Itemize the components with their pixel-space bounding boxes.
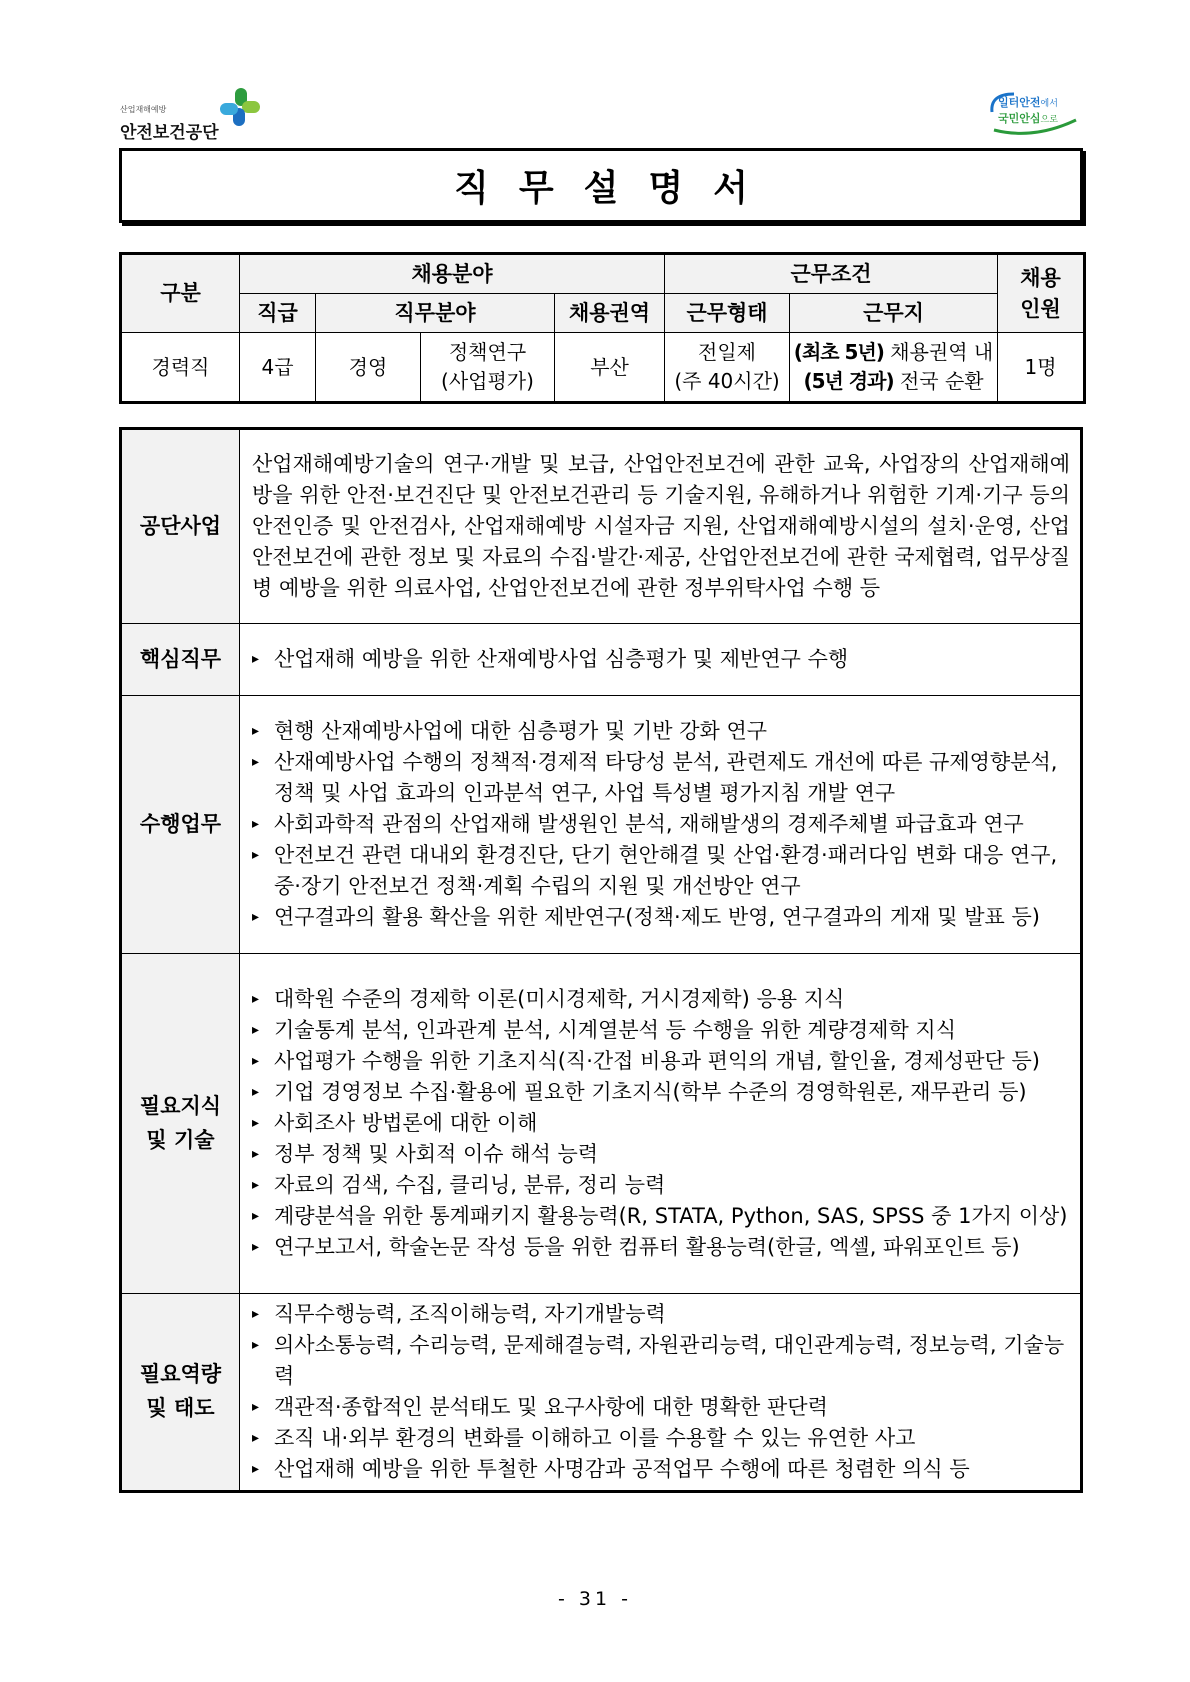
- knowledge-item: ▸ 연구보고서, 학술논문 작성 등을 위한 컴퓨터 활용능력(한글, 엑셀, 파워포인트 등): [252, 1232, 1070, 1263]
- duty-item: ▸ 연구결과의 활용 확산을 위한 제반연구(정책·제도 반영, 연구결과의 게재 및 발표 등): [252, 902, 1070, 933]
- document-title-box: [119, 148, 1083, 223]
- cell-hire-count: 1명: [998, 333, 1085, 403]
- header-hire-count: 채용 인원: [998, 254, 1085, 333]
- content-knowledge: [240, 954, 1082, 1294]
- recruitment-summary-table: [119, 252, 1086, 404]
- label-core-duty: 핵심직무: [121, 624, 240, 696]
- cell-grade: 4급: [240, 333, 316, 403]
- slogan-line1-suffix: 에서: [1040, 99, 1058, 109]
- slogan-logo: [984, 90, 1084, 140]
- header-job-field: 직무분야: [316, 294, 555, 333]
- org-small-text: 산업재해예방: [120, 105, 167, 114]
- knowledge-item: ▸ 사회조사 방법론에 대한 이해: [252, 1108, 1070, 1139]
- header-region: 채용권역: [555, 294, 665, 333]
- duty-item: ▸ 현행 산재예방사업에 대한 심층평가 및 기반 강화 연구: [252, 716, 1070, 747]
- page-number: - 31 -: [558, 1588, 632, 1610]
- competency-item: ▸ 직무수행능력, 조직이해능력, 자기개발능력: [252, 1299, 1070, 1330]
- label-duties: 수행업무: [121, 696, 240, 954]
- header-grade: 직급: [240, 294, 316, 333]
- loc-second-text: 전국 순환: [893, 369, 984, 393]
- slogan-line2-suffix: 으로: [1040, 115, 1058, 125]
- competency-item: ▸ 산업재해 예방을 위한 투철한 사명감과 공적업무 수행에 따른 청렴한 의식 등: [252, 1454, 1070, 1485]
- label-competency: 필요역량 및 태도: [121, 1294, 240, 1492]
- cell-category: 경력직: [121, 333, 240, 403]
- label-knowledge: 필요지식 및 기술: [121, 954, 240, 1294]
- kosha-cross-icon: [218, 86, 262, 130]
- knowledge-item: ▸ 기업 경영정보 수집·활용에 필요한 기초지식(학부 수준의 경영학원론, 재무관리 등): [252, 1077, 1070, 1108]
- org-name-text: 안전보건공단: [120, 123, 219, 143]
- cell-region: 부산: [555, 333, 665, 403]
- loc-first-text: 채용권역 내: [883, 340, 994, 364]
- header-recruit-field: 채용분야: [240, 254, 665, 294]
- competency-item: ▸ 의사소통능력, 수리능력, 문제해결능력, 자원관리능력, 대인관계능력, 정보능력, 기술능력: [252, 1330, 1070, 1392]
- knowledge-item: ▸ 기술통계 분석, 인과관계 분석, 시계열분석 등 수행을 위한 계량경제학 지식: [252, 1015, 1070, 1046]
- core-item: ▸ 산업재해 예방을 위한 산재예방사업 심층평가 및 제반연구 수행: [252, 644, 1070, 675]
- kosha-logo: [120, 86, 270, 143]
- competency-item: ▸ 객관적·종합적인 분석태도 및 요구사항에 대한 명확한 판단력: [252, 1392, 1070, 1423]
- knowledge-item: ▸ 사업평가 수행을 위한 기초지식(직·간접 비용과 편익의 개념, 할인율, 경제성판단 등): [252, 1046, 1070, 1077]
- duty-item: ▸ 안전보건 관련 대내외 환경진단, 단기 현안해결 및 산업·환경·패러다임 변화 대응 연구, 중·장기 안전보건 정책·계획 수립의 지원 및 개선방안 연구: [252, 840, 1070, 902]
- header-location: 근무지: [790, 294, 998, 333]
- content-business: [240, 429, 1082, 624]
- loc-first-period: (최초 5년): [793, 340, 884, 364]
- header-work-conditions: 근무조건: [665, 254, 998, 294]
- loc-second-period: (5년 경과): [803, 369, 894, 393]
- content-core-duty: [240, 624, 1082, 696]
- knowledge-item: ▸ 자료의 검색, 수집, 클리닝, 분류, 정리 능력: [252, 1170, 1070, 1201]
- cell-location: [790, 333, 998, 403]
- content-duties: [240, 696, 1082, 954]
- job-description-table: [119, 427, 1083, 1493]
- knowledge-item: ▸ 계량분석을 위한 통계패키지 활용능력(R, STATA, Python, SAS, SPSS 중 1가지 이상): [252, 1201, 1070, 1232]
- header-work-type: 근무형태: [665, 294, 790, 333]
- content-competency: [240, 1294, 1082, 1492]
- document-title: 직무설명서: [454, 168, 778, 209]
- label-business: 공단사업: [121, 429, 240, 624]
- duty-item: ▸ 사회과학적 관점의 산업재해 발생원인 분석, 재해발생의 경제주체별 파급효과 연구: [252, 809, 1070, 840]
- cell-job-main: 경영: [316, 333, 421, 403]
- cell-work-type: 전일제 (주 40시간): [665, 333, 790, 403]
- slogan-line1-main: 일터안전: [998, 96, 1041, 109]
- business-text: 산업재해예방기술의 연구·개발 및 보급, 산업안전보건에 관한 교육, 사업장의 산업재해예방을 위한 안전·보건진단 및 안전보건관리 등 기술지원, 유해하거나 위험한 기계·기구 등의 안전인증 및 안전검사, 산업재해예방 시설자금 지원, 산업재해예방시설의 설치·운영, 산업안전보건에 관한 정보 및 자료의 수집·발간·제공, 산업안전보건에 관한 국제협력, 업무상질병 예방을 위한 의료사업, 산업안전보건에 관한 정부위탁사업 수행 등: [252, 452, 1070, 600]
- knowledge-item: ▸ 대학원 수준의 경제학 이론(미시경제학, 거시경제학) 응용 지식: [252, 984, 1070, 1015]
- cell-job-sub: 정책연구 (사업평가): [421, 333, 555, 403]
- knowledge-item: ▸ 정부 정책 및 사회적 이슈 해석 능력: [252, 1139, 1070, 1170]
- competency-item: ▸ 조직 내·외부 환경의 변화를 이해하고 이를 수용할 수 있는 유연한 사고: [252, 1423, 1070, 1454]
- duty-item: ▸ 산재예방사업 수행의 정책적·경제적 타당성 분석, 관련제도 개선에 따른 규제영향분석, 정책 및 사업 효과의 인과분석 연구, 사업 특성별 평가지침 개발 연구: [252, 747, 1070, 809]
- slogan-line2-main: 국민안심: [998, 112, 1041, 125]
- header-category: 구분: [121, 254, 240, 333]
